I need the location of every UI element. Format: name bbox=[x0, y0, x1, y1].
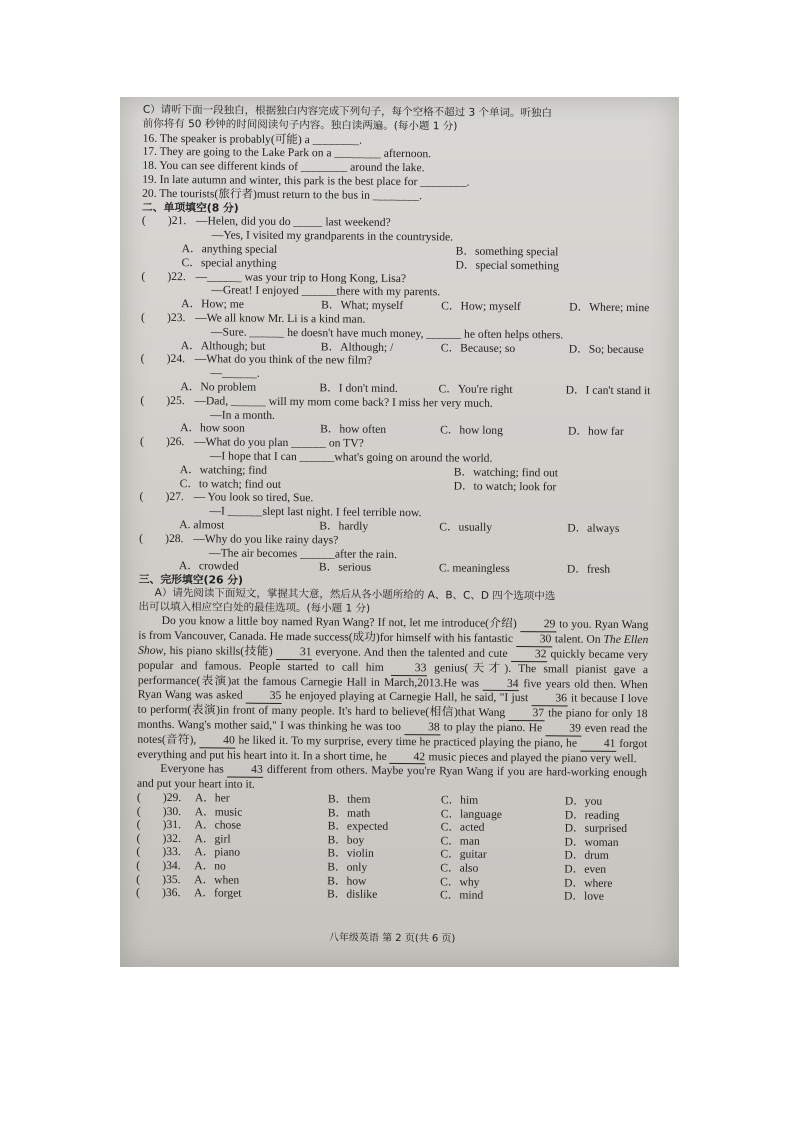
blank-number: 30 bbox=[516, 632, 552, 647]
question-response: —______. bbox=[210, 366, 260, 380]
answer-option: B．dislike bbox=[326, 887, 378, 902]
blank-number: 33 bbox=[391, 661, 427, 676]
answer-option: C．him bbox=[440, 793, 479, 807]
listening-item: 16. The speaker is probably(可能) a ________. bbox=[142, 131, 363, 147]
listening-section-c bbox=[142, 104, 653, 205]
blank-number: 35 bbox=[246, 689, 282, 704]
answer-option: B．math bbox=[327, 806, 371, 820]
paragraph-text: it because I love to perform(表演)in front of many people. It's hard to believe(相信)that Wang bbox=[137, 691, 648, 720]
answer-option: C．Because; so bbox=[440, 340, 516, 355]
question-number: )28. bbox=[165, 531, 184, 545]
blank-number: 36 bbox=[532, 692, 568, 707]
answer-option: C．language bbox=[440, 807, 502, 821]
question-number: )24. bbox=[166, 352, 186, 366]
answer-option: C．why bbox=[440, 874, 480, 889]
cloze-instruction: A）请先阅读下面短文，掌握其大意，然后从各小题所给的 A、B、C、D 四个选项中选 bbox=[154, 586, 556, 603]
answer-option: A．anything special bbox=[181, 242, 278, 256]
answer-option: D．surprised bbox=[564, 821, 628, 836]
answer-option: D．reading bbox=[564, 808, 620, 822]
answer-option: B．I don't mind. bbox=[319, 381, 398, 395]
question bbox=[139, 490, 649, 536]
cloze-instruction-cont: 出可以填入相应空白处的最佳选项。(每小题 1 分) bbox=[138, 600, 371, 615]
paragraph-text: genius(天才). The small pianist gave a performance(表演)at the famous Carnegie Hall in March,2013.He was bbox=[137, 661, 649, 690]
blank-number: 32 bbox=[511, 647, 547, 662]
answer-option: C．How; myself bbox=[441, 299, 521, 314]
section-c-instruction: C）请听下面一段独白，根据独白内容完成下列句子，每个空格不超过 3 个单词。听独白 bbox=[142, 103, 553, 120]
question-text: —We all know Mr. Li is a kind man. bbox=[195, 311, 366, 326]
answer-option: C．guitar bbox=[440, 847, 487, 862]
question-number: )26. bbox=[165, 435, 185, 449]
answer-option: A．How; me bbox=[181, 297, 245, 311]
question-number: )36. bbox=[161, 886, 181, 900]
answer-bracket[interactable]: ( bbox=[139, 434, 144, 448]
paragraph-text: Everyone has bbox=[160, 762, 228, 776]
answer-bracket[interactable]: ( bbox=[136, 872, 141, 886]
paragraph-text: quickly became very popular and famous. People started to call him bbox=[137, 647, 649, 674]
answer-bracket[interactable]: ( bbox=[136, 804, 141, 818]
question-text: —What do you plan ______ on TV? bbox=[193, 435, 364, 450]
question-text: —Dad, ______ will my mom come back? I miss her very much. bbox=[194, 393, 493, 410]
answer-option: C．special anything bbox=[181, 255, 277, 270]
answer-option: D．how far bbox=[568, 424, 624, 439]
answer-option: B．Although; / bbox=[320, 339, 394, 354]
answer-option: A．how soon bbox=[180, 421, 245, 435]
answer-option: A．crowded bbox=[178, 559, 239, 573]
single-choice-list bbox=[139, 214, 652, 577]
listening-item: 17. They are going to the Lake Park on a ________ afternoon. bbox=[142, 145, 432, 161]
answer-option: B．how often bbox=[320, 422, 387, 437]
question-response: —In a month. bbox=[210, 407, 276, 422]
section-2-title: 二、单项填空(8 分) bbox=[141, 200, 239, 215]
question bbox=[141, 311, 651, 357]
question bbox=[140, 393, 650, 439]
answer-option: A．no bbox=[194, 859, 226, 873]
paragraph-text: he liked it. To my surprise, every time he practiced playing the piano, he bbox=[235, 733, 581, 750]
blank-number: 38 bbox=[404, 720, 440, 735]
question-number: )32. bbox=[162, 831, 181, 845]
blank-number: 40 bbox=[199, 733, 235, 748]
blank-number: 41 bbox=[580, 736, 616, 751]
paragraph-text: music pieces and played the piano very well. bbox=[425, 749, 637, 765]
question-number: )29. bbox=[162, 791, 182, 805]
cloze-choice-list bbox=[136, 791, 647, 904]
answer-option: A．chose bbox=[194, 818, 242, 832]
blank-number: 34 bbox=[483, 676, 519, 691]
answer-bracket[interactable]: ( bbox=[135, 885, 140, 899]
question-number: )25. bbox=[166, 393, 185, 407]
question-response: —Sure. ______ he doesn't have much money, ______ he often helps others. bbox=[210, 325, 564, 342]
answer-option: D．drum bbox=[564, 848, 609, 863]
answer-bracket[interactable]: ( bbox=[136, 858, 141, 872]
answer-option: C．to watch; find out bbox=[179, 476, 282, 491]
answer-option: B．serious bbox=[318, 560, 372, 575]
question-number: )22. bbox=[167, 269, 186, 283]
question bbox=[140, 352, 650, 398]
question bbox=[139, 531, 649, 577]
question-response: —I ______slept last night. I feel terrible now. bbox=[209, 504, 422, 520]
answer-option: B．What; myself bbox=[321, 298, 404, 313]
question bbox=[141, 214, 651, 274]
question-number: )27. bbox=[165, 490, 184, 504]
answer-option: D．always bbox=[567, 521, 620, 535]
answer-option: A．Although; but bbox=[180, 338, 266, 353]
answer-option: A．her bbox=[194, 791, 230, 805]
question-number: )21. bbox=[167, 214, 187, 228]
paragraph-text: everyone. And then the talented and cute bbox=[312, 645, 512, 661]
listening-item: 19. In late autumn and winter, this park is the best place for ________. bbox=[142, 172, 470, 189]
answer-option: D．love bbox=[563, 889, 605, 904]
answer-bracket[interactable]: ( bbox=[136, 790, 141, 804]
scanned-exam-page bbox=[120, 97, 679, 967]
blank-number: 42 bbox=[390, 750, 426, 765]
answer-option: A．watching; find bbox=[179, 462, 268, 477]
question-response: —The air becomes ______after the rain. bbox=[208, 545, 398, 561]
section-3-title: 三、完形填空(26 分) bbox=[138, 572, 244, 587]
question-number: )30. bbox=[162, 804, 182, 818]
answer-bracket[interactable]: ( bbox=[136, 817, 141, 832]
answer-option: B．how bbox=[327, 874, 367, 888]
blank-number: 29 bbox=[520, 618, 556, 633]
paragraph-text: to you. Ryan Wang is from Vancouver, Canada. He made success(成功)for himself with his fantastic bbox=[138, 617, 649, 646]
answer-option: B．something special bbox=[455, 244, 559, 259]
answer-option: D．woman bbox=[564, 835, 619, 849]
answer-bracket[interactable]: ( bbox=[141, 310, 146, 324]
answer-option: B．them bbox=[327, 792, 371, 806]
question-text: — You look so tired, Sue. bbox=[193, 490, 314, 505]
answer-option: A．No problem bbox=[180, 380, 257, 394]
answer-option: D．you bbox=[564, 794, 603, 808]
answer-option: A．piano bbox=[194, 845, 241, 860]
question-text: —Helen, did you do _____ last weekend? bbox=[195, 214, 391, 230]
answer-option: B．only bbox=[327, 860, 368, 874]
paragraph-text: even read the notes(音符), bbox=[137, 721, 648, 747]
question-response: —I hope that I can ______what's going on around the world. bbox=[209, 449, 493, 465]
answer-option: D．where bbox=[564, 876, 613, 890]
answer-option: D．I can't stand it bbox=[565, 383, 651, 398]
question-text: —What do you think of the new film? bbox=[194, 352, 373, 368]
listening-item: 20. The tourists(旅行者)must return to the bus in ________. bbox=[142, 186, 423, 202]
cloze-paragraph bbox=[137, 762, 647, 795]
question-text: —______ was your trip to Hong Kong, Lisa? bbox=[195, 269, 407, 285]
paragraph-text: , his piano skills(技能) bbox=[163, 644, 277, 659]
paragraph-text: different from others. Maybe you're Ryan Wang if you are hard-working enough and put your heart into it. bbox=[136, 763, 648, 792]
listening-item: 18. You can see different kinds of ________ around the lake. bbox=[142, 158, 425, 175]
question-response: —Great! I enjoyed ______there with my parents. bbox=[211, 283, 441, 299]
answer-option: B．boy bbox=[327, 833, 365, 847]
question-number: )35. bbox=[162, 872, 181, 886]
answer-option: C．acted bbox=[440, 820, 485, 835]
show-title: The Ellen Show bbox=[138, 633, 649, 658]
answer-option: D．special something bbox=[455, 258, 559, 273]
answer-option: D．fresh bbox=[566, 562, 611, 577]
answer-option: A．forget bbox=[193, 886, 242, 900]
answer-option: D．Where; mine bbox=[569, 300, 650, 315]
question bbox=[141, 269, 651, 315]
answer-option: C．also bbox=[440, 861, 479, 875]
answer-option: C．man bbox=[440, 834, 480, 848]
question bbox=[140, 435, 650, 495]
answer-option: C．how long bbox=[440, 423, 503, 438]
blank-number: 31 bbox=[276, 645, 312, 660]
answer-option: C．mind bbox=[439, 888, 484, 902]
answer-option: A．when bbox=[194, 872, 240, 887]
question-number: )34. bbox=[162, 858, 181, 873]
answer-option: D．even bbox=[564, 862, 607, 876]
answer-bracket[interactable]: ( bbox=[140, 352, 145, 366]
answer-option: A．girl bbox=[194, 832, 231, 846]
answer-bracket[interactable]: ( bbox=[141, 214, 146, 228]
question-number: )23. bbox=[167, 310, 186, 325]
answer-option: B．violin bbox=[327, 846, 374, 861]
paragraph-text: five years old then. When Ryan Wang was asked bbox=[137, 676, 648, 703]
answer-bracket[interactable]: ( bbox=[141, 269, 146, 283]
answer-bracket[interactable]: ( bbox=[139, 531, 144, 545]
question-number: )31. bbox=[162, 818, 182, 832]
paragraph-text: he enjoyed playing at Carnegie Hall, he said, "I just bbox=[281, 689, 532, 705]
section-c-instruction-cont: 前你将有 50 秒钟的时间阅读句子内容。独白读两遍。(每小题 1 分) bbox=[142, 117, 458, 133]
answer-bracket[interactable]: ( bbox=[139, 490, 144, 504]
answer-option: A. almost bbox=[179, 518, 225, 532]
paragraph-text: to play the piano. He bbox=[440, 720, 546, 735]
answer-option: D．So; because bbox=[568, 342, 644, 356]
blank-number: 43 bbox=[227, 763, 263, 778]
answer-bracket[interactable]: ( bbox=[136, 845, 141, 859]
answer-option: D．to watch; look for bbox=[453, 479, 557, 493]
paragraph-text: Do you know a little boy named Ryan Wang? If not, let me introduce(介绍) bbox=[161, 614, 521, 631]
exam-sheet bbox=[112, 95, 679, 970]
answer-bracket[interactable]: ( bbox=[140, 393, 145, 407]
question-text: —Why do you like rainy days? bbox=[193, 531, 339, 547]
answer-option: B．hardly bbox=[319, 519, 369, 533]
answer-option: A．music bbox=[194, 804, 243, 819]
cloze-paragraph bbox=[137, 614, 648, 766]
page-footer: 八年级英语 第 2 页(共 6 页) bbox=[328, 932, 456, 945]
paragraph-text: forgot everything and put his heart into it. In a short time, he bbox=[137, 736, 648, 763]
blank-number: 37 bbox=[509, 706, 545, 721]
answer-option: B．watching; find out bbox=[453, 465, 559, 480]
answer-option: C．You're right bbox=[438, 382, 513, 396]
paragraph-text: the piano for only 18 months. Wang's mother said," I was thinking he was too bbox=[137, 706, 648, 734]
answer-option: C. meaningless bbox=[438, 561, 510, 576]
question-number: )33. bbox=[162, 845, 181, 859]
answer-option: B．expected bbox=[327, 819, 389, 834]
answer-bracket[interactable]: ( bbox=[136, 831, 141, 845]
blank-number: 39 bbox=[545, 721, 581, 736]
question-response: —Yes, I visited my grandparents in the countryside. bbox=[211, 228, 454, 244]
answer-option: C．usually bbox=[439, 520, 493, 534]
paragraph-text: talent. On bbox=[551, 632, 604, 647]
